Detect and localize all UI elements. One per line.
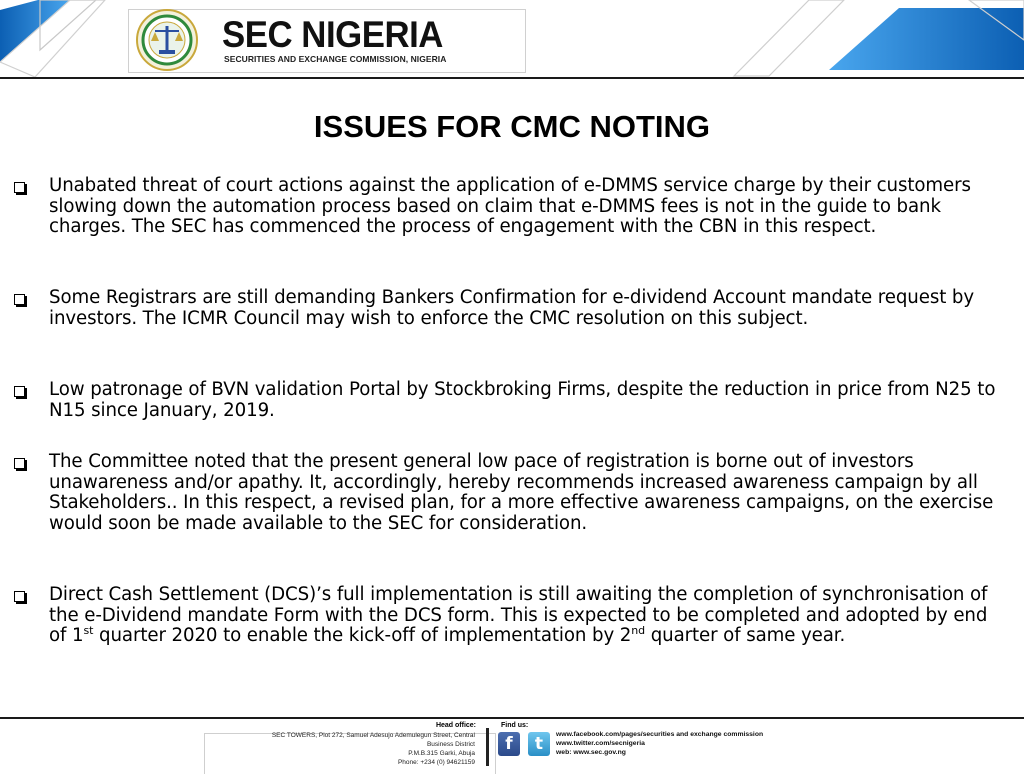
- issue-text-part: Direct Cash Settlement (DCS)’s full implementation is still awaiting the completion of synchronisation of the e-Dividend mandate Form with the DCS form. This is expected to be completed and adopted by end of 1: [49, 584, 988, 647]
- head-office-label: Head office:: [435, 722, 476, 729]
- sec-seal-logo: [134, 8, 200, 72]
- checkbox-bullet-icon: [14, 294, 25, 305]
- header-right-ribbon: [694, 0, 1024, 86]
- issue-text: Low patronage of BVN validation Portal by Stockbroking Firms, despite the reduction in price from N25 to N15 since January, 2019.: [49, 379, 996, 421]
- issue-text-part: quarter 2020 to enable the kick-off of implementation by 2: [93, 625, 632, 647]
- issue-text: Unabated threat of court actions against the application of e-DMMS service charge by their customers slowing down the automation process based on claim that e-DMMS fees is not in the guide to bank charges. The SEC has commenced the process of engagement with the CBN in this respect.: [49, 175, 971, 238]
- website-link[interactable]: web: www.sec.gov.ng: [556, 749, 626, 756]
- ordinal-suffix: nd: [631, 624, 646, 638]
- page-title: ISSUES FOR CMC NOTING: [313, 109, 711, 144]
- footer-separator: [486, 728, 489, 766]
- issue-text: The Committee noted that the present general low pace of registration is borne out of investors unawareness and/or apathy. It, accordingly, hereby recommends increased awareness campaign by all Stakeholders.. In this respect, a revised plan, for a more effective awareness campaigns, on the exercise would soon be made available to the SEC for consideration.: [49, 451, 994, 535]
- twitter-icon[interactable]: t: [528, 732, 550, 756]
- header-divider: [0, 77, 1024, 79]
- brand-title: SEC NIGERIA: [222, 14, 443, 55]
- twitter-link[interactable]: www.twitter.com/secnigeria: [556, 740, 645, 747]
- address-line: Phone: +234 (0) 94621159: [397, 759, 475, 766]
- address-line: Business District: [426, 741, 475, 748]
- find-us-label: Find us:: [501, 722, 529, 729]
- address-line: SEC TOWERS, Plot 272, Samuel Adesujo Ademulegun Street, Central: [271, 732, 475, 739]
- issue-text: Some Registrars are still demanding Bankers Confirmation for e-dividend Account mandate request by investors. The ICMR Council may wish to enforce the CMC resolution on this subject.: [49, 287, 975, 329]
- brand-subtitle: SECURITIES AND EXCHANGE COMMISSION, NIGERIA: [224, 54, 447, 64]
- ordinal-suffix: st: [83, 624, 94, 638]
- address-line: P.M.B.315 Garki, Abuja: [408, 750, 475, 757]
- facebook-link[interactable]: www.facebook.com/pages/securities and exchange commission: [556, 731, 764, 738]
- checkbox-bullet-icon: [14, 182, 25, 193]
- issue-text-part: quarter of same year.: [645, 625, 846, 647]
- checkbox-bullet-icon: [14, 591, 25, 602]
- checkbox-bullet-icon: [14, 386, 25, 397]
- header: [0, 0, 1024, 86]
- issue-text: [49, 585, 1007, 647]
- checkbox-bullet-icon: [14, 458, 25, 469]
- facebook-icon[interactable]: f: [498, 732, 520, 756]
- footer-divider: [0, 717, 1024, 719]
- header-left-ribbon: [0, 0, 140, 86]
